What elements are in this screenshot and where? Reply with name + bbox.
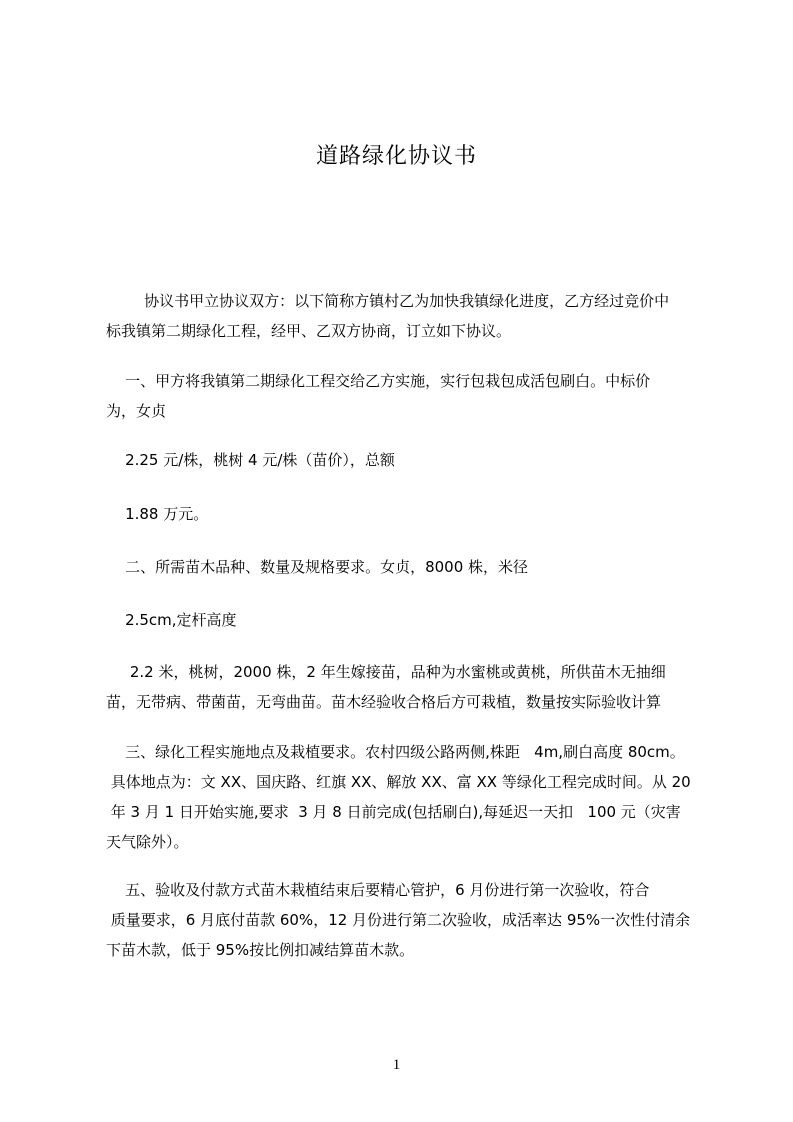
paragraph-line: 年 3 月 1 日开始实施,要求 3 月 8 日前完成(包括刷白),每延迟一天扣 100 元（灾害 [106,803,681,821]
paragraph-preamble [106,286,706,346]
paragraph-spec [106,605,706,635]
paragraph-line: 下苗木款，低于 95%按比例扣减结算苗木款。 [106,941,415,959]
paragraph-line: 1.88 万元。 [106,505,209,523]
paragraph-total [106,499,706,529]
paragraph-line: 五、验收及付款方式苗木栽植结束后要精心管护，6 月份进行第一次验收，符合 [106,881,650,899]
paragraph-line: 二、所需苗木品种、数量及规格要求。女贞，8000 株，米径 [106,558,529,576]
paragraph-line: 一、甲方将我镇第二期绿化工程交给乙方实施，实行包栽包成活包刷白。中标价 [106,372,651,390]
paragraph-line: 天气除外）。 [106,833,189,851]
paragraph-line: 协议书甲立协议双方：以下简称方镇村乙为加快我镇绿化进度，乙方经过竞价中 [106,292,670,310]
paragraph-line: 2.5cm,定杆高度 [106,611,237,629]
paragraph-price [106,445,706,475]
paragraph-clause-1 [106,366,706,426]
paragraph-line: 2.25 元/株，桃树 4 元/株（苗价），总额 [106,451,395,469]
document-title: 道路绿化协议书 [315,144,477,169]
paragraph-line: 质量要求，6 月底付苗款 60%，12 月份进行第二次验收，成活率达 95%一次性付清余 [106,911,691,929]
paragraph-line: 具体地点为：文 XX、国庆路、红旗 XX、解放 XX、富 XX 等绿化工程完成时间。从 20 [106,773,691,791]
paragraph-line: 为，女贞 [106,402,167,420]
paragraph-line: 苗，无带病、带菌苗，无弯曲苗。苗木经验收合格后方可栽植，数量按实际验收计算 [106,693,662,711]
paragraph-line: 标我镇第二期绿化工程，经甲、乙双方协商，订立如下协议。 [106,322,512,340]
paragraph-clause-2 [106,552,706,582]
page-number: 1 [392,1057,401,1073]
paragraph-seedlings [106,657,706,717]
paragraph-line: 三、绿化工程实施地点及栽植要求。农村四级公路两侧,株距 4m,刷白高度 80cm。 [106,743,685,761]
paragraph-clause-3 [106,737,706,857]
paragraph-clause-5 [106,875,706,965]
paragraph-line: 2.2 米，桃树，2000 株，2 年生嫁接苗，品种为水蜜桃或黄桃，所供苗木无抽细 [106,663,666,681]
